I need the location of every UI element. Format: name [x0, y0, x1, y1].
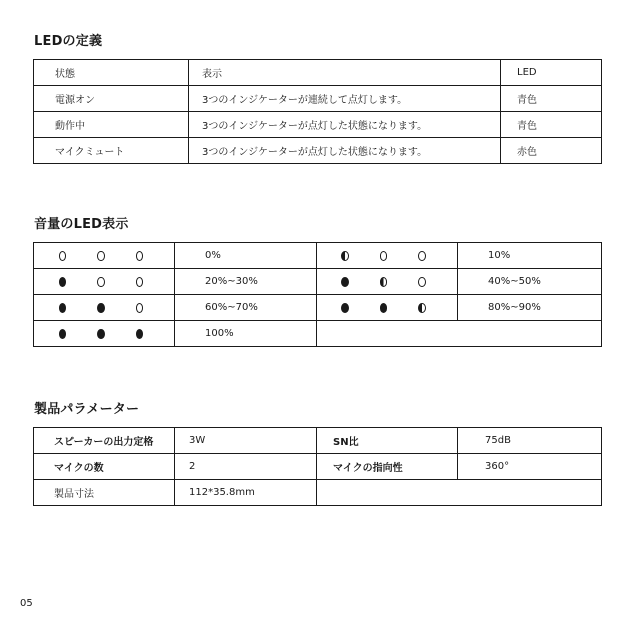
product-params-table	[33, 427, 602, 506]
led-off-icon	[59, 251, 66, 261]
led-on-icon	[97, 329, 104, 339]
state-cell: マイクミュート	[34, 138, 189, 164]
param-label: マイクの指向性	[317, 454, 458, 480]
state-cell: 動作中	[34, 112, 189, 138]
volume-level-label: 0%	[175, 243, 317, 269]
volume-level-label: 60%~70%	[175, 295, 317, 321]
empty-cell	[317, 321, 602, 347]
display-cell: 3つのインジケーターが連続して点灯します。	[189, 86, 501, 112]
led-on-icon	[59, 277, 66, 287]
led-off-icon	[97, 277, 104, 287]
led-on-icon	[341, 277, 349, 287]
param-label: スピーカーの出力定格	[34, 428, 175, 454]
table-row	[34, 86, 602, 112]
param-label: マイクの数	[34, 454, 175, 480]
section-title-led-definition: LEDの定義	[34, 34, 103, 49]
table-row	[34, 454, 602, 480]
volume-level-label: 10%	[458, 243, 602, 269]
led-color-cell: 青色	[501, 86, 602, 112]
param-value: 112*35.8mm	[175, 480, 317, 506]
led-on-icon	[59, 329, 66, 339]
header-status: 状態	[34, 60, 189, 86]
led-off-icon	[136, 251, 143, 261]
led-on-icon	[59, 303, 66, 313]
table-row	[34, 243, 602, 269]
led-half-icon	[418, 303, 426, 313]
led-indicator-cell	[34, 295, 175, 321]
led-off-icon	[380, 251, 388, 261]
param-value: 360°	[458, 454, 602, 480]
led-indicator-cell	[34, 243, 175, 269]
led-indicator-cell	[317, 295, 458, 321]
table-row	[34, 138, 602, 164]
param-value: 75dB	[458, 428, 602, 454]
led-off-icon	[97, 251, 104, 261]
led-indicator-cell	[317, 269, 458, 295]
led-on-icon	[97, 303, 104, 313]
section-title-product-params: 製品パラメーター	[34, 402, 140, 417]
led-on-icon	[341, 303, 349, 313]
empty-cell	[317, 480, 602, 506]
header-display: 表示	[189, 60, 501, 86]
led-half-icon	[380, 277, 388, 287]
state-cell: 電源オン	[34, 86, 189, 112]
display-cell: 3つのインジケーターが点灯した状態になります。	[189, 112, 501, 138]
led-definition-table	[33, 59, 602, 164]
led-off-icon	[418, 251, 426, 261]
led-off-icon	[418, 277, 426, 287]
led-indicator-cell	[34, 321, 175, 347]
volume-led-table	[33, 242, 602, 347]
led-color-cell: 青色	[501, 112, 602, 138]
led-color-cell: 赤色	[501, 138, 602, 164]
header-led: LED	[501, 60, 602, 86]
table-header-row	[34, 60, 602, 86]
table-row	[34, 112, 602, 138]
volume-level-label: 80%~90%	[458, 295, 602, 321]
led-on-icon	[136, 329, 143, 339]
param-label: SN比	[317, 428, 458, 454]
display-cell: 3つのインジケーターが点灯した状態になります。	[189, 138, 501, 164]
volume-level-label: 40%~50%	[458, 269, 602, 295]
led-off-icon	[136, 277, 143, 287]
param-value: 3W	[175, 428, 317, 454]
table-row	[34, 295, 602, 321]
param-label: 製品寸法	[34, 480, 175, 506]
table-row	[34, 428, 602, 454]
led-off-icon	[136, 303, 143, 313]
volume-level-label: 100%	[175, 321, 317, 347]
table-row	[34, 480, 602, 506]
table-row	[34, 321, 602, 347]
page-number: 05	[20, 598, 33, 609]
param-value: 2	[175, 454, 317, 480]
led-half-icon	[341, 251, 349, 261]
led-on-icon	[380, 303, 388, 313]
led-indicator-cell	[317, 243, 458, 269]
volume-level-label: 20%~30%	[175, 269, 317, 295]
section-title-volume-led: 音量のLED表示	[34, 217, 129, 232]
table-row	[34, 269, 602, 295]
led-indicator-cell	[34, 269, 175, 295]
